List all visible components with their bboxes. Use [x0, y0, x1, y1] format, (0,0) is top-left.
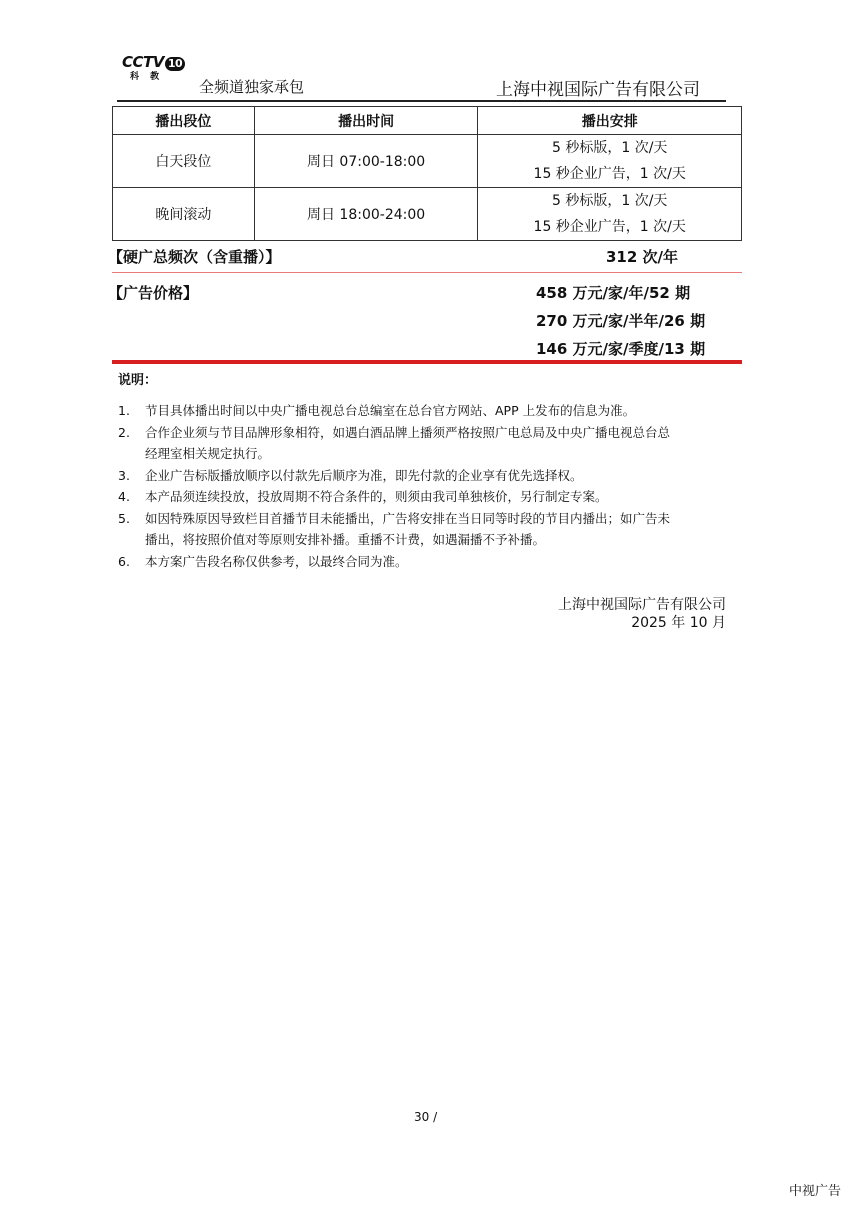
cctv10-logo: [122, 53, 192, 87]
logo-number: 10: [165, 57, 185, 71]
time-cell: 周日 18:00-24:00: [254, 188, 478, 241]
column-header: 播出段位: [113, 107, 255, 135]
list-item: [118, 422, 678, 465]
note-text: 合作企业须与节目品牌形象相符，如遇白酒品牌上播须严格按照广电总局及中央广播电视总台总经理室相关规定执行。: [145, 424, 671, 461]
note-text: 如因特殊原因导致栏目首播节目未能播出，广告将安排在当日同等时段的节目内播出；如广告未播出，将按照价值对等原则安排补播。重播不计费，如遇漏播不予补播。: [145, 510, 671, 547]
slot-cell: 晚间滚动: [113, 188, 255, 241]
list-item: [118, 551, 678, 573]
price-quarter: 146 万元/家/季度/13 期: [536, 340, 706, 358]
column-header: 播出安排: [478, 107, 742, 135]
header-left-text: 全频道独家承包: [199, 78, 305, 96]
note-text: 节目具体播出时间以中央广播电视总台总编室在总台官方网站、APP 上发布的信息为准。: [145, 403, 636, 418]
column-header: 播出时间: [254, 107, 478, 135]
page-number: 30 /: [414, 1110, 438, 1124]
price-label: 【广告价格】: [108, 284, 199, 302]
table-header-row: [113, 107, 742, 135]
thick-red-divider: [112, 360, 742, 364]
list-item: [118, 508, 678, 551]
corner-watermark: 中视广告: [788, 1184, 841, 1199]
arrange-line: 15 秒企业广告，1 次/天: [533, 166, 686, 182]
arrange-cell: [478, 135, 742, 188]
logo-text: CCTV: [122, 53, 164, 71]
note-number: 6.: [118, 553, 130, 569]
header-divider: [117, 100, 726, 102]
list-item: [118, 486, 678, 508]
note-text: 企业广告标版播放顺序以付款先后顺序为准，即先付款的企业享有优先选择权。: [145, 467, 583, 483]
note-number: 3.: [118, 467, 130, 483]
price-annual: 458 万元/家/年/52 期: [536, 284, 691, 302]
table-row: [113, 188, 742, 241]
note-number: 2.: [118, 424, 130, 440]
arrange-line: 15 秒企业广告，1 次/天: [533, 219, 686, 235]
note-text: 本方案广告段名称仅供参考，以最终合同为准。: [145, 553, 408, 569]
signature-date: 2025 年 10 月: [631, 615, 726, 631]
note-number: 1.: [118, 403, 130, 418]
arrange-line: 5 秒标版，1 次/天: [551, 140, 668, 156]
header-company: 上海中视国际广告有限公司: [496, 80, 700, 100]
arrange-line: 5 秒标版，1 次/天: [551, 193, 668, 209]
notes-list: [118, 400, 678, 572]
arrange-cell: [478, 188, 742, 241]
note-number: 4.: [118, 489, 130, 504]
list-item: [118, 465, 678, 487]
schedule-table: [112, 106, 742, 241]
note-number: 5.: [118, 510, 130, 526]
notes-title: 说明：: [118, 373, 158, 388]
frequency-value: 312 次/年: [606, 248, 679, 266]
logo-sub: 科 教: [130, 72, 164, 82]
note-text: 本产品须连续投放，投放周期不符合条件的，则须由我司单独核价，另行制定专案。: [145, 489, 608, 504]
signature-company: 上海中视国际广告有限公司: [558, 597, 726, 613]
table-row: [113, 135, 742, 188]
frequency-label: 【硬广总频次（含重播）】: [108, 248, 281, 266]
slot-cell: 白天段位: [113, 135, 255, 188]
list-item: [118, 400, 678, 422]
time-cell: 周日 07:00-18:00: [254, 135, 478, 188]
thin-red-divider: [112, 272, 742, 273]
price-half-year: 270 万元/家/半年/26 期: [536, 312, 706, 330]
